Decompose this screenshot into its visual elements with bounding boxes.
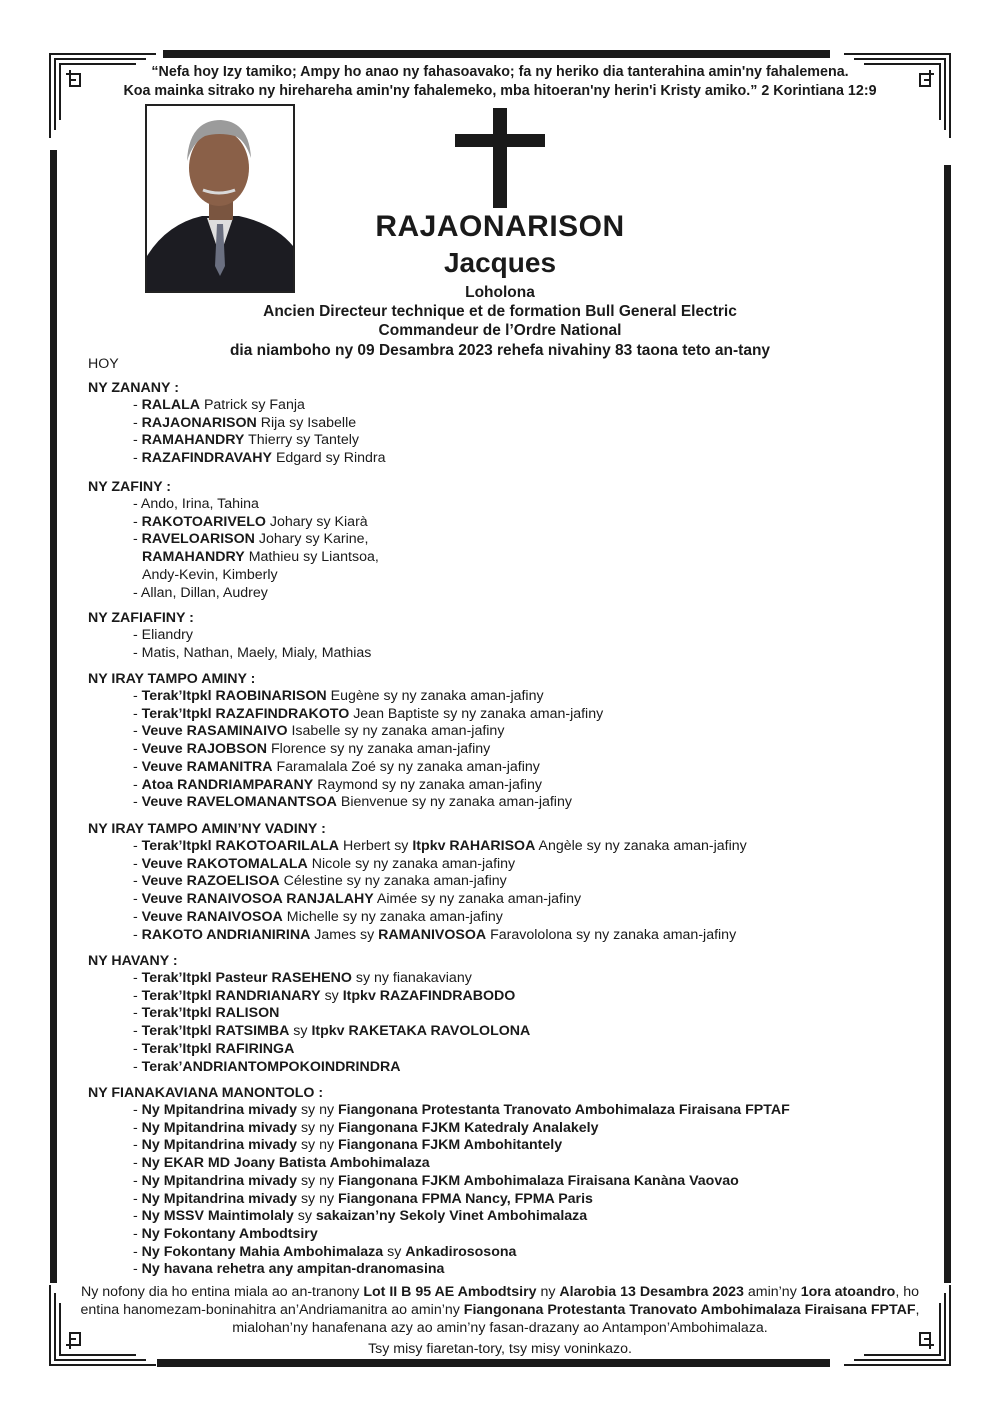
- zanany-title: NY ZANANY :: [88, 380, 179, 396]
- fianakaviana-title: NY FIANAKAVIANA MANONTOLO :: [88, 1085, 324, 1101]
- list-item: - Terak’Itpkl RATSIMBA sy Itpkv RAKETAKA RAVOLOLONA: [133, 1023, 531, 1040]
- death-announcement: dia niamboho ny 09 Desambra 2023 rehefa nivahiny 83 taona teto an-tany: [229, 342, 771, 359]
- list-item: - RAZAFINDRAVAHY Edgard sy Rindra: [133, 450, 386, 467]
- list-item: - Matis, Nathan, Maely, Mialy, Mathias: [133, 644, 372, 661]
- zafiny-list: [133, 496, 379, 602]
- list-item: - Veuve RANAIVOSOA RANJALAHY Aimée sy ny zanaka aman-jafiny: [133, 891, 582, 908]
- list-item: - Atoa RANDRIAMPARANY Raymond sy ny zanaka aman-jafiny: [133, 776, 542, 793]
- zafiafiny-list: [133, 627, 371, 662]
- list-item: - RAKOTO ANDRIANIRINA James sy RAMANIVOSOA Faravololona sy ny zanaka aman-jafiny: [133, 926, 737, 943]
- list-item: - Terak’Itpkl RANDRIANARY sy Itpkv RAZAFINDRABODO: [133, 987, 516, 1004]
- list-item: - Ny Mpitandrina mivady sy ny Fiangonana FJKM Ambohimalaza Firaisana Kanàna Vaovao: [133, 1172, 739, 1189]
- zanany-list: [133, 397, 386, 468]
- list-item: - Allan, Dillan, Audrey: [133, 584, 268, 601]
- list-item: - Terak’Itpkl RAOBINARISON Eugène sy ny zanaka aman-jafiny: [133, 688, 544, 704]
- left-border: [50, 150, 57, 1283]
- havany-list: [133, 970, 530, 1076]
- list-item: - Terak’Itpkl RALISON: [133, 1005, 280, 1022]
- zafiafiny-title: NY ZAFIAFINY :: [88, 610, 194, 626]
- list-item: - RALALA Patrick sy Fanja: [133, 397, 305, 413]
- list-item: - Ny Mpitandrina mivady sy ny Fiangonana FJKM Katedraly Analakely: [133, 1119, 599, 1136]
- list-item: - Ny Fokontany Mahia Ambohimalaza sy Ankadirososona: [133, 1243, 517, 1260]
- list-item: - Veuve RASAMINAIVO Isabelle sy ny zanaka aman-jafiny: [133, 723, 505, 740]
- list-item: - Terak’Itpkl RAZAFINDRAKOTO Jean Baptiste sy ny zanaka aman-jafiny: [133, 705, 604, 722]
- list-item: - Ny MSSV Maintimolaly sy sakaizan’ny Sekoly Vinet Ambohimalaza: [133, 1208, 588, 1225]
- bottom-border: [157, 1359, 830, 1367]
- list-item: - Terak’Itpkl RAKOTOARILALA Herbert sy Itpkv RAHARISOA Angèle sy ny zanaka aman-jafiny: [133, 838, 747, 854]
- list-item: - Veuve RAMANITRA Faramalala Zoé sy ny zanaka aman-jafiny: [133, 758, 540, 775]
- deceased-title-director: Ancien Directeur technique et de formation Bull General Electric: [263, 303, 737, 320]
- list-item: Andy-Kevin, Kimberly: [142, 566, 278, 583]
- list-item: - Terak’Itpkl RAFIRINGA: [133, 1040, 295, 1057]
- deceased-surname: RAJAONARISON: [375, 210, 625, 243]
- list-item: - Veuve RAVELOMANANTSOA Bienvenue sy ny zanaka aman-jafiny: [133, 794, 572, 811]
- zafiny-title: NY ZAFINY :: [88, 479, 172, 495]
- deceased-title-commandeur: Commandeur de l’Ordre National: [378, 322, 622, 339]
- list-item: - Terak’Itpkl Pasteur RASEHENO sy ny fianakaviany: [133, 970, 472, 986]
- bible-quote-line-2: Koa mainka sitrako ny hirehareha amin'ny fahalemeko, mba hitoeran'ny herin'i Kristy amiko.” 2 Korintiana 12:9: [123, 83, 877, 99]
- list-item: - Veuve RANAIVOSOA Michelle sy ny zanaka aman-jafiny: [133, 908, 503, 925]
- right-border: [944, 165, 951, 1283]
- cross-icon: [455, 108, 545, 208]
- list-item: - Terak’ANDRIANTOMPOKOINDRINDRA: [133, 1058, 401, 1075]
- list-item: - Ny Fokontany Ambodtsiry: [133, 1225, 318, 1242]
- iray-tampo-list: [133, 688, 603, 812]
- list-item: - Ny Mpitandrina mivady sy ny Fiangonana Protestanta Tranovato Ambohimalaza Firaisana FPTAF: [133, 1102, 790, 1118]
- bible-quote-line-1: “Nefa hoy Izy tamiko; Ampy ho anao ny fahasoavako; fa ny heriko dia tanterahina amin'ny fahalemena.: [151, 64, 849, 80]
- havany-title: NY HAVANY :: [88, 953, 178, 969]
- iray-tampo-vady-title: NY IRAY TAMPO AMIN’NY VADINY :: [88, 821, 326, 837]
- funeral-details: Ny nofony dia ho entina miala ao an-tranony Lot II B 95 AE Ambodtsiry ny Alarobia 13 Desambra 2023 amin’ny 1ora atoandro, ho entina hanomezam-boninahitra an’Andriamanitra ao amin’ny Fiangonana Protestanta Tranovato Ambohimalaza Firaisana FPTAF, mialohan’ny hanafenana azy ao amin’ny fasan-drazany ao Antampon’Ambohimalaza.: [80, 1284, 920, 1336]
- list-item: - RAVELOARISON Johary sy Karine,: [133, 531, 369, 548]
- list-item: - Veuve RAKOTOMALALA Nicole sy ny zanaka aman-jafiny: [133, 855, 516, 872]
- fianakaviana-list: [133, 1102, 790, 1279]
- list-item: - Ny havana rehetra any ampitan-dranomasina: [133, 1261, 445, 1278]
- deceased-firstname: Jacques: [443, 247, 557, 278]
- list-item: - Ny Mpitandrina mivady sy ny Fiangonana FPMA Nancy, FPMA Paris: [133, 1190, 593, 1207]
- closing-note: Tsy misy fiaretan-tory, tsy misy voninkazo.: [368, 1341, 632, 1357]
- deceased-title-loholona: Loholona: [465, 284, 535, 301]
- iray-tampo-title: NY IRAY TAMPO AMINY :: [88, 671, 256, 687]
- list-item: - Ando, Irina, Tahina: [133, 496, 259, 512]
- list-item: - Veuve RAJOBSON Florence sy ny zanaka aman-jafiny: [133, 741, 491, 758]
- hoy-label: HOY: [88, 356, 119, 372]
- iray-tampo-vady-list: [133, 838, 747, 944]
- list-item: - RAKOTOARIVELO Johary sy Kiarà: [133, 513, 368, 530]
- list-item: - RAJAONARISON Rija sy Isabelle: [133, 414, 357, 431]
- list-item: - Ny EKAR MD Joany Batista Ambohimalaza: [133, 1155, 430, 1172]
- list-item: - Eliandry: [133, 627, 193, 643]
- list-item: - Veuve RAZOELISOA Célestine sy ny zanaka aman-jafiny: [133, 873, 507, 890]
- list-item: - Ny Mpitandrina mivady sy ny Fiangonana FJKM Ambohitantely: [133, 1137, 563, 1154]
- list-item: RAMAHANDRY Mathieu sy Liantsoa,: [142, 549, 379, 566]
- top-border: [163, 50, 830, 58]
- list-item: - RAMAHANDRY Thierry sy Tantely: [133, 432, 360, 449]
